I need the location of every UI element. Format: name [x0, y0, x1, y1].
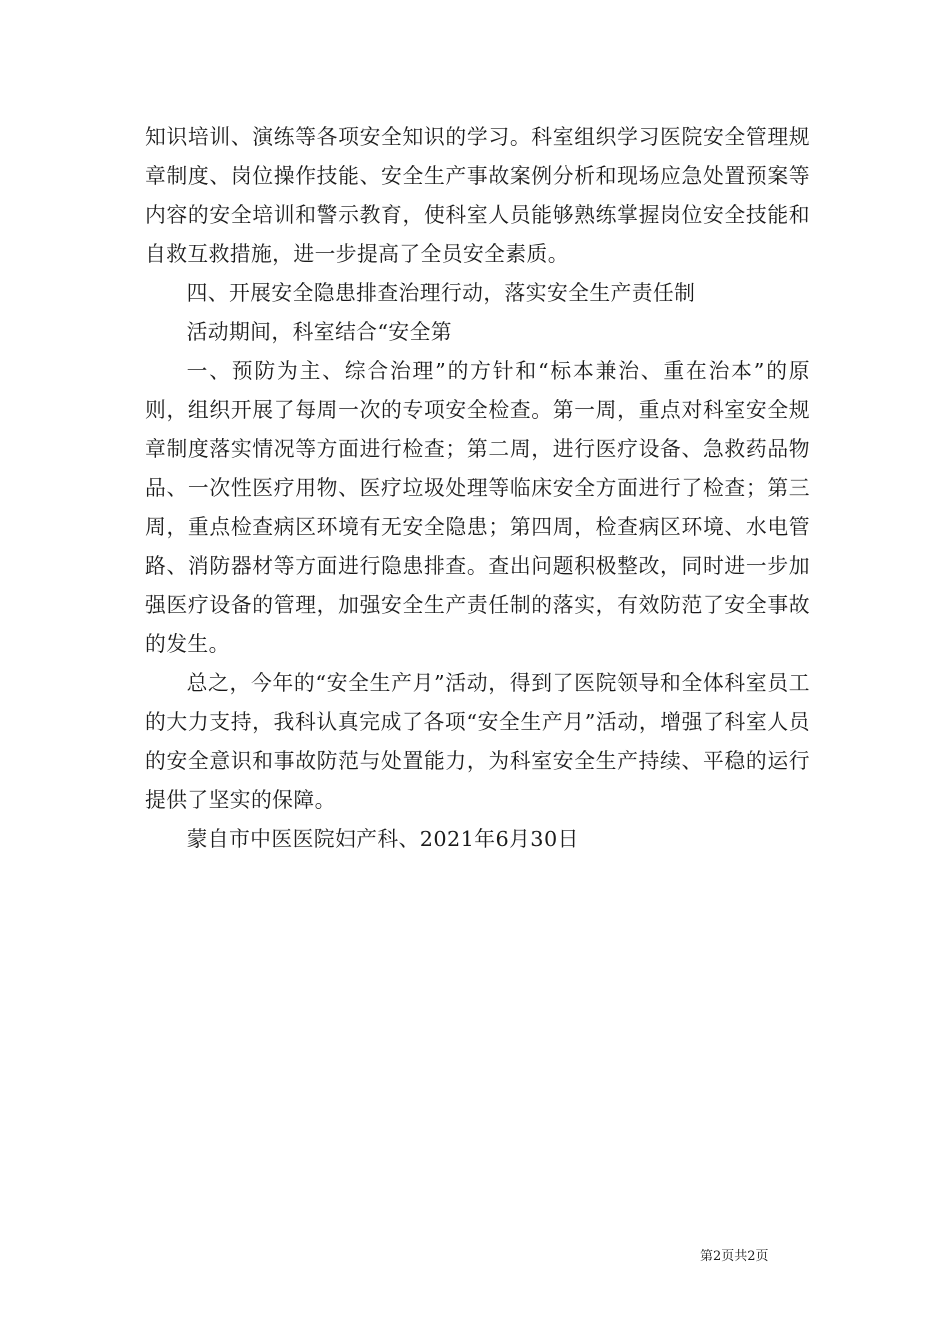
page-number-indicator: 第2页共2页 — [700, 1249, 769, 1264]
document-body — [145, 118, 810, 859]
section-heading-hazard-inspection: 四、开展安全隐患排查治理行动，落实安全生产责任制 — [186, 281, 696, 305]
signature-line: 蒙自市中医医院妇产科、2021年6月30日 — [186, 827, 579, 851]
paragraph-weekly-inspections: 一、预防为主、综合治理”的方针和“标本兼治、重在治本”的原则，组织开展了每周一次的专项安全检查。第一周，重点对科室安全规章制度落实情况等方面进行检查；第二周，进行医疗设备、急救药品物品、一次性医疗用物、医疗垃圾处理等临床安全方面进行了检查；第三周，重点检查病区环境有无安全隐患；第四周，检查病区环境、水电管路、消防器材等方面进行隐患排查。查出问题积极整改，同时进一步加强医疗设备的管理，加强安全生产责任制的落实，有效防范了安全事故的发生。 — [145, 359, 810, 656]
page-footer — [700, 1248, 820, 1266]
paragraph-summary: 总之，今年的“安全生产月”活动，得到了医院领导和全体科室员工的大力支持，我科认真完成了各项“安全生产月”活动，增强了科室人员的安全意识和事故防范与处置能力，为科室安全生产持续、平稳的运行提供了坚实的保障。 — [145, 671, 810, 812]
paragraph-training-continuation: 知识培训、演练等各项安全知识的学习。科室组织学习医院安全管理规章制度、岗位操作技能、安全生产事故案例分析和现场应急处置预案等内容的安全培训和警示教育，使科室人员能够熟练掌握岗位安全技能和自救互救措施，进一步提高了全员安全素质。 — [145, 125, 810, 266]
paragraph-activity-period: 活动期间，科室结合“安全第 — [186, 320, 452, 344]
